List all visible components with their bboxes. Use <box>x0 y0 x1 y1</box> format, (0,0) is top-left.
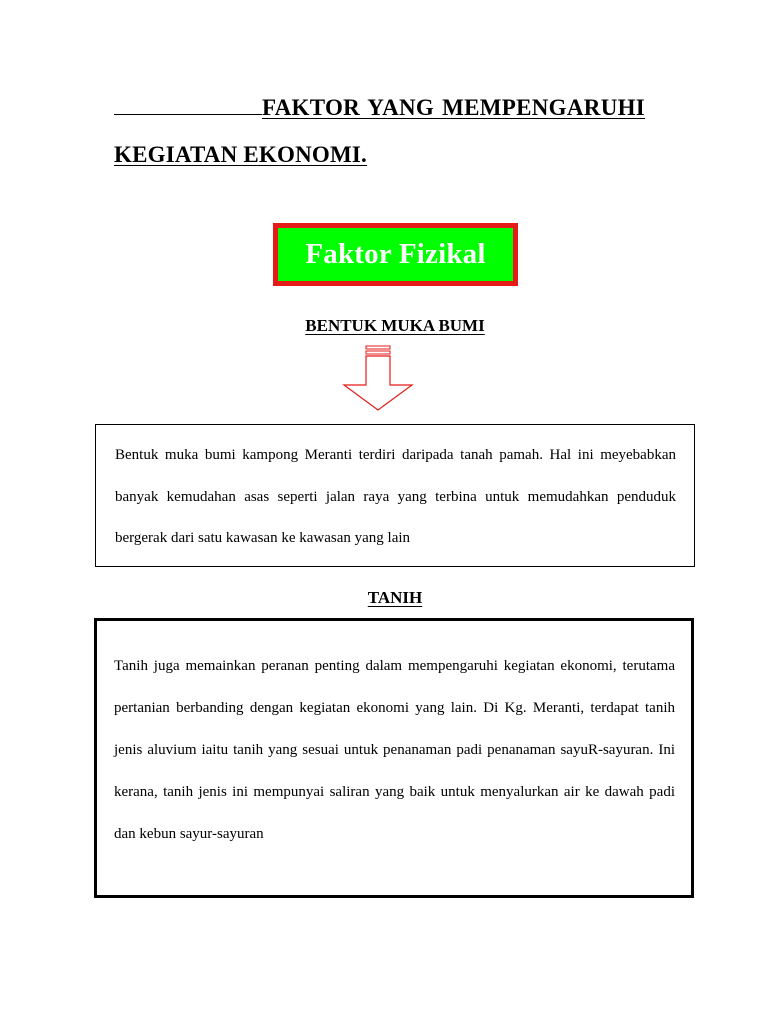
bentuk-muka-bumi-paragraph: Bentuk muka bumi kampong Meranti terdiri daripada tanah pamah. Hal ini meyebabkan banyak kemudahan asas seperti jalan raya yang terbina untuk memudahkan penduduk bergerak dari satu kawasan ke kawasan yang lain <box>115 447 676 546</box>
heading-tanih: TANIH <box>367 588 423 607</box>
document-title-line-2: KEGIATAN EKONOMI. <box>114 142 368 167</box>
bentuk-muka-bumi-textbox <box>95 424 695 567</box>
heading-bentuk-muka-bumi: BENTUK MUKA BUMI <box>305 316 485 335</box>
title-underline-leader <box>114 92 262 115</box>
faktor-fizikal-label: Faktor Fizikal <box>305 238 486 270</box>
tanih-textbox <box>94 618 694 898</box>
title-text-1: FAKTOR YANG MEMPENGARUHI <box>262 95 646 120</box>
document-title-line-1 <box>114 92 677 123</box>
tanih-paragraph: Tanih juga memainkan peranan penting dalam mempengaruhi kegiatan ekonomi, terutama pertanian berbanding dengan kegiatan ekonomi yang lain. Di Kg. Meranti, terdapat tanih jenis aluvium iaitu tanih yang sesuai untuk penanaman padi penanaman sayuR-sayuran. Ini kerana, tanih jenis ini mempunyai saliran yang baik untuk menyalurkan air ke dawah padi dan kebun sayur-sayuran <box>114 658 675 842</box>
down-arrow-icon <box>342 345 414 411</box>
faktor-fizikal-box <box>273 223 518 286</box>
